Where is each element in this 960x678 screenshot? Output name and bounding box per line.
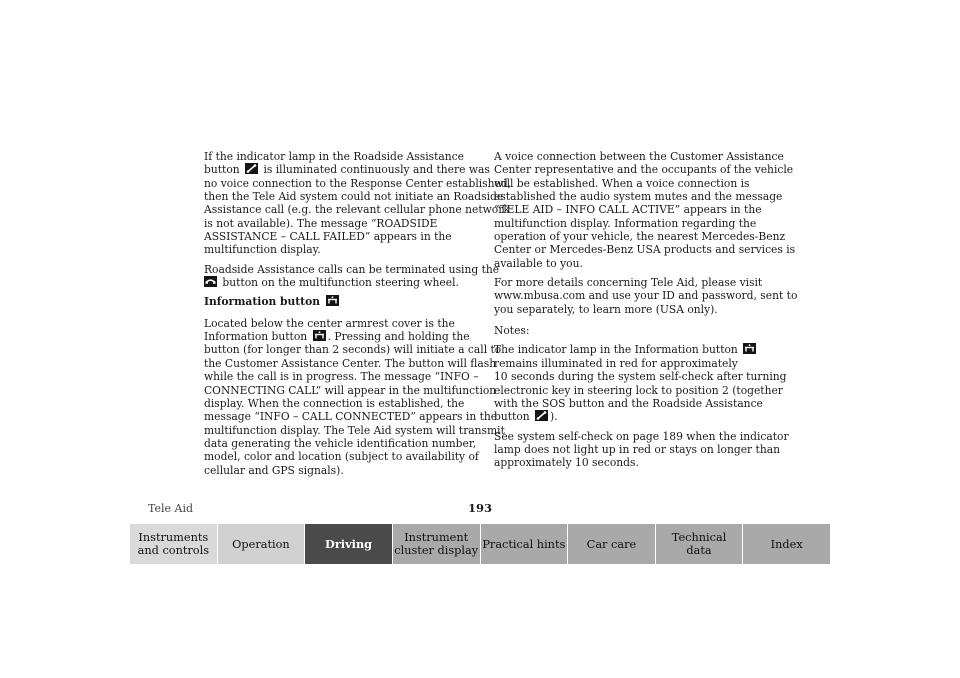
tab-operation[interactable]: Operation xyxy=(218,524,306,564)
voice-connection-paragraph: A voice connection between the Customer Assistance Center representative and the occupants of the vehicle will be established. When a voice connection is established the audio system mutes and the message “TELE AID – INFO CALL ACTIVE” appears in the multifunction display. Information regarding the operation of your vehicle, the nearest Mercedes-Benz Center or Mercedes-Benz USA products and services is available to you. xyxy=(494,150,796,270)
hang-up-icon xyxy=(204,276,217,287)
tab-car-care[interactable]: Car care xyxy=(568,524,656,564)
tab-instruments-and-controls[interactable]: Instruments and controls xyxy=(130,524,218,564)
information-button-heading: Information button xyxy=(204,295,472,308)
roadside-failed-paragraph: If the indicator lamp in the Roadside Assistance button is illuminated continuously and there was no voice connection to the Response Center established, then the Tele Aid system could not initiate an Roadside Assistance call (e.g. the relevant cellular phone network is not available). The message “ROADSIDE ASSISTANCE – CALL FAILED” appears in the multifunction display. xyxy=(204,150,512,257)
information-button-paragraph: Located below the center armrest cover is the Information button . Pressing and holding the button (for longer than 2 seconds) will initiate a call to the Customer Assistance Center. The button will flash while the call is in progress. The message “INFO – CONNECTING CALL” will appear in the multifunction display. When the connection is established, the message “INFO – CALL CONNECTED” appears in the multifunction display. The Tele Aid system will transmit data generating the vehicle identification number, model, color and location (subject to availability of cellular and GPS signals). xyxy=(204,316,505,477)
more-details-paragraph: For more details concerning Tele Aid, please visit www.mbusa.com and use your ID and password, sent to you separately, to learn more (USA only). xyxy=(494,276,798,316)
tab-index[interactable]: Index xyxy=(743,524,830,564)
roadside-terminate-paragraph: Roadside Assistance calls can be terminated using the button on the multifunction steering wheel. xyxy=(204,262,500,290)
information-button-icon xyxy=(313,330,326,341)
page-number: 193 xyxy=(468,501,493,515)
indicator-lamp-note: The indicator lamp in the Information button remains illuminated in red for approximately 10 seconds during the system self-check after turning electronic key in steering lock to position 2 (together with the SOS button and the Roadside Assistance button ). xyxy=(494,343,787,424)
information-button-icon xyxy=(743,343,756,354)
tab-driving[interactable]: Driving xyxy=(305,524,393,564)
roadside-assistance-icon xyxy=(245,163,258,174)
chapter-tab-bar xyxy=(130,524,830,564)
tab-instrument-cluster-display[interactable]: Instrument cluster display xyxy=(393,524,481,564)
tab-practical-hints[interactable]: Practical hints xyxy=(481,524,569,564)
section-title: Tele Aid xyxy=(148,502,194,515)
right-column xyxy=(494,150,798,476)
notes-label: Notes: xyxy=(494,324,530,338)
information-button-icon xyxy=(326,295,339,306)
tab-technical-data[interactable]: Technical data xyxy=(656,524,744,564)
roadside-assistance-icon xyxy=(535,410,548,421)
self-check-paragraph: See system self-check on page 189 when the indicator lamp does not light up in red or stays on longer than approximately 10 seconds. xyxy=(494,429,789,470)
